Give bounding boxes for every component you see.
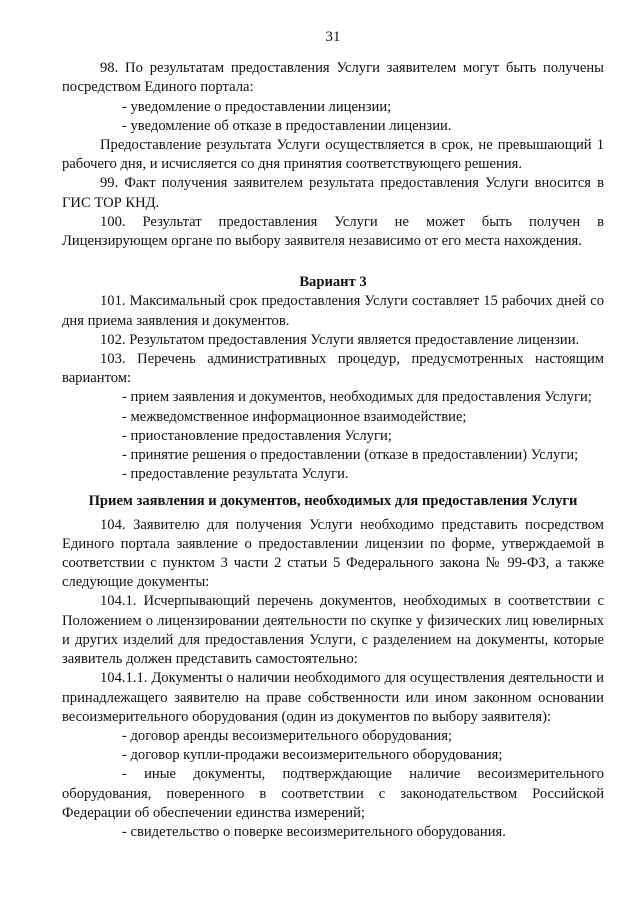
paragraph: 101. Максимальный срок предоставления Услуги составляет 15 рабочих дней со дня приема заявления и документов. (62, 293, 604, 329)
list-item: - договор аренды весоизмерительного оборудования; (122, 727, 452, 744)
list-item: - прием заявления и документов, необходимых для предоставления Услуги; (122, 389, 592, 406)
list-item: - межведомственное информационное взаимодействие; (122, 408, 467, 425)
paragraph: 99. Факт получения заявителем результата предоставления Услуги вносится в ГИС ТОР КНД. (62, 175, 604, 211)
paragraph: Предоставление результата Услуги осуществляется в срок, не превышающий 1 рабочего дня, и исчисляется со дня принятия соответствующего решения. (62, 137, 604, 173)
paragraph: 100. Результат предоставления Услуги не может быть получен в Лицензирующем органе по выбору заявителя независимо от его места нахождения. (62, 213, 604, 250)
list-item: - договор купли-продажи весоизмерительного оборудования; (122, 747, 503, 764)
section-heading: Вариант 3 (299, 274, 367, 291)
document-body (62, 59, 604, 842)
subsection-heading: Прием заявления и документов, необходимых для предоставления Услуги (88, 493, 578, 510)
list-item: - принятие решения о предоставлении (отказе в предоставлении) Услуги; (122, 447, 579, 464)
paragraph: 102. Результатом предоставления Услуги является предоставление лицензии. (100, 331, 580, 348)
list-item: - приостановление предоставления Услуги; (122, 427, 392, 444)
paragraph: 103. Перечень административных процедур, предусмотренных настоящим вариантом: (62, 351, 604, 387)
page-number: 31 (325, 29, 341, 45)
list-item: - предоставление результата Услуги. (122, 466, 349, 483)
list-item: - уведомление об отказе в предоставлении лицензии. (122, 117, 452, 134)
paragraph: 98. По результатам предоставления Услуги заявителем могут быть получены посредством Единого портала: (62, 60, 604, 96)
list-item: - иные документы, подтверждающие наличие весоизмерительного оборудования, поверенного в соответствии с законодательством Российской Федерации об обеспечении единства измерений; (62, 766, 604, 821)
paragraph: 104.1.1. Документы о наличии необходимого для осуществления деятельности и принадлежащего заявителю на праве собственности или ином законном основании весоизмерительного оборудования (один из документов по выбору заявителя): (62, 670, 604, 725)
list-item: - свидетельство о поверке весоизмерительного оборудования. (122, 823, 506, 840)
paragraph: 104.1. Исчерпывающий перечень документов, необходимых в соответствии с Положением о лицензировании деятельности по скупке у физических лиц ювелирных и других изделий для предоставления Услуги, с разделением на документы, которые заявитель должен представить самостоятельно: (62, 593, 604, 668)
paragraph: 104. Заявителю для получения Услуги необходимо представить посредством Единого портала заявление о предоставлении лицензии по форме, утверждаемой в соответствии с пунктом 3 части 2 статьи 5 Федерального закона № 99-ФЗ, а также следующие документы: (62, 516, 604, 591)
list-item: - уведомление о предоставлении лицензии; (122, 98, 392, 115)
